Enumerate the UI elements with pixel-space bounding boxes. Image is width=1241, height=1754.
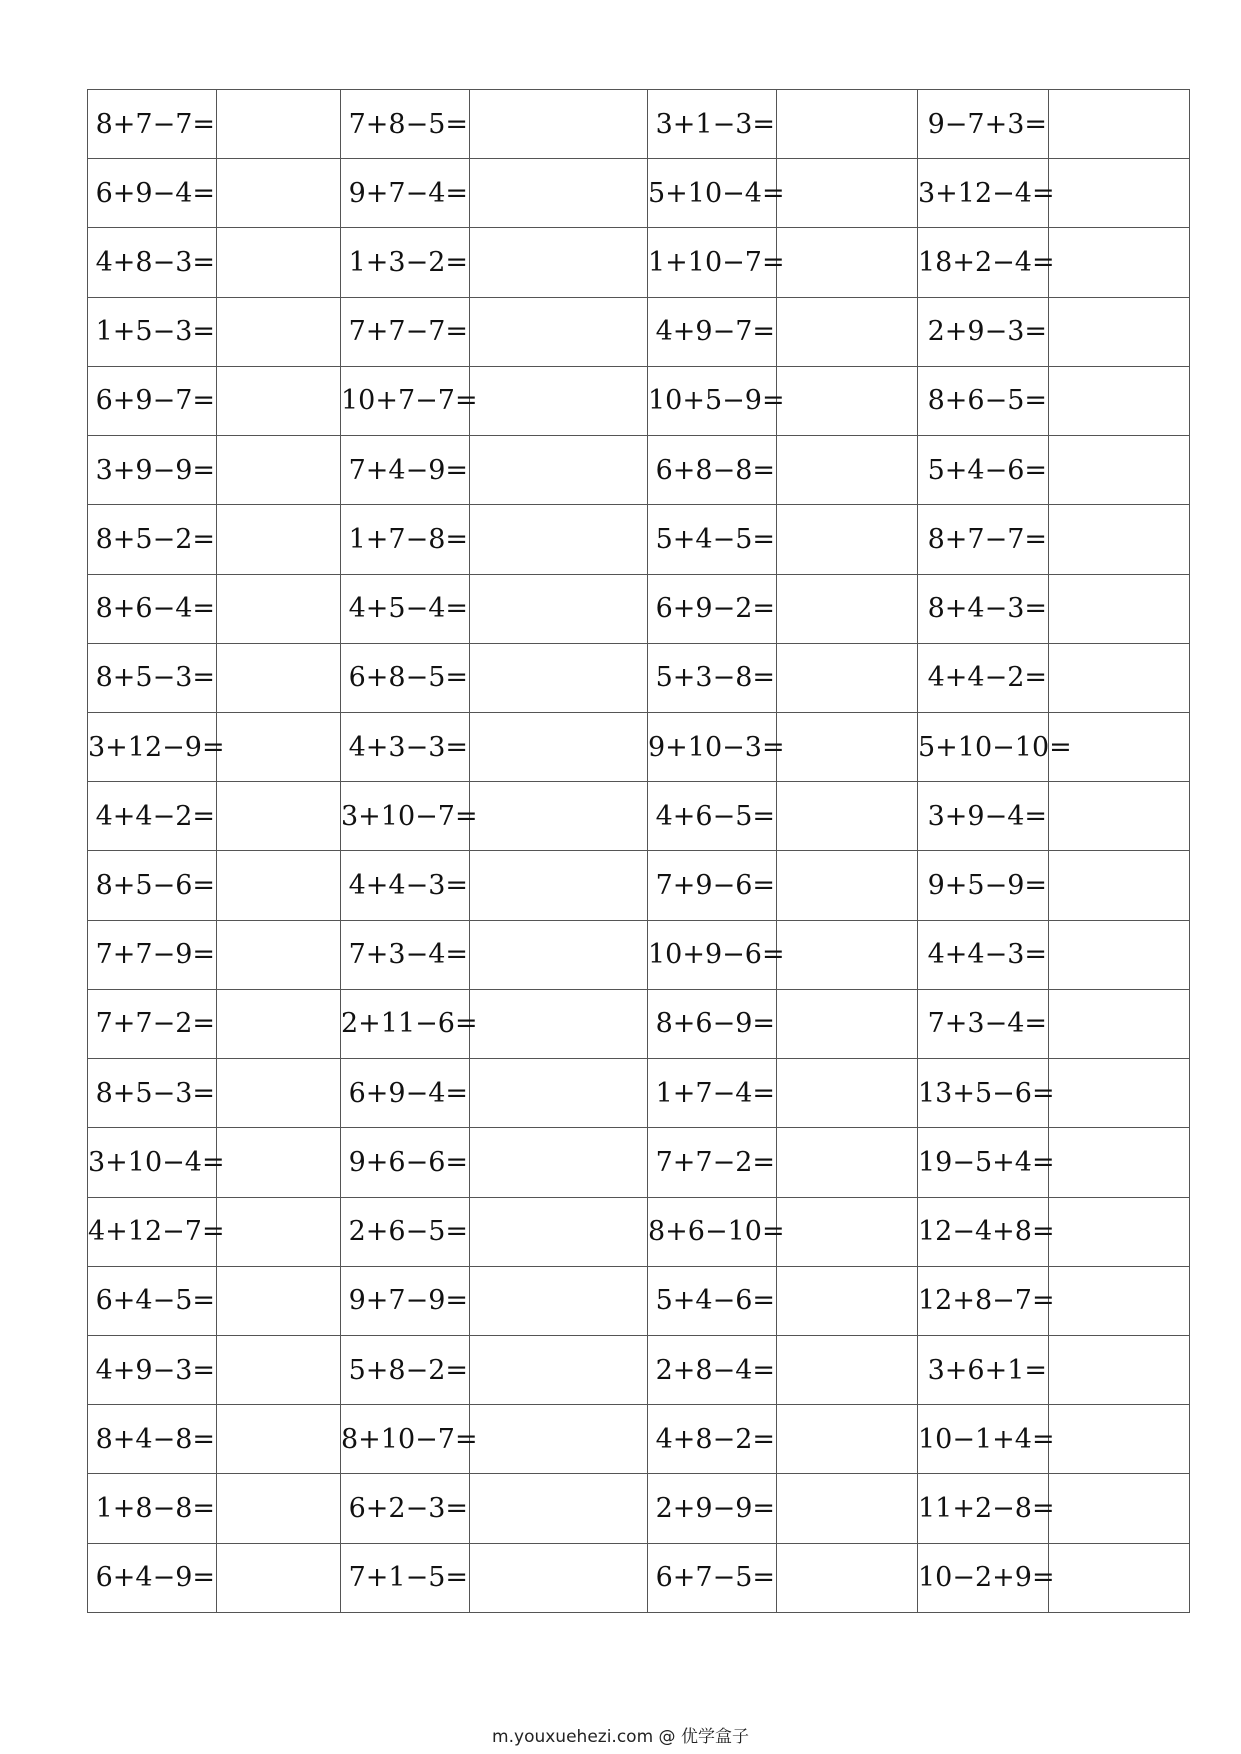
answer-cell[interactable] <box>470 366 648 435</box>
answer-cell[interactable] <box>777 1474 918 1543</box>
answer-cell[interactable] <box>1049 643 1190 712</box>
problem-cell: 1+7−4= <box>648 1059 777 1128</box>
problem-cell: 10−1+4= <box>918 1405 1049 1474</box>
answer-cell[interactable] <box>470 1059 648 1128</box>
problem-cell: 5+8−2= <box>341 1335 470 1404</box>
answer-cell[interactable] <box>1049 505 1190 574</box>
problem-cell: 4+4−2= <box>88 782 217 851</box>
table-row <box>88 574 1190 643</box>
problem-cell: 6+4−5= <box>88 1266 217 1335</box>
answer-cell[interactable] <box>217 1335 341 1404</box>
answer-cell[interactable] <box>470 574 648 643</box>
problem-cell: 5+3−8= <box>648 643 777 712</box>
answer-cell[interactable] <box>1049 1059 1190 1128</box>
answer-cell[interactable] <box>217 712 341 781</box>
problem-cell: 1+3−2= <box>341 228 470 297</box>
answer-cell[interactable] <box>777 90 918 159</box>
answer-cell[interactable] <box>777 1543 918 1612</box>
problem-cell: 3+12−9= <box>88 712 217 781</box>
problem-cell: 7+4−9= <box>341 436 470 505</box>
answer-cell[interactable] <box>217 851 341 920</box>
problem-cell: 4+12−7= <box>88 1197 217 1266</box>
answer-cell[interactable] <box>217 1405 341 1474</box>
problem-cell: 5+10−10= <box>918 712 1049 781</box>
table-row <box>88 1405 1190 1474</box>
problem-cell: 3+10−4= <box>88 1128 217 1197</box>
problem-cell: 4+8−3= <box>88 228 217 297</box>
answer-cell[interactable] <box>777 712 918 781</box>
answer-cell[interactable] <box>777 366 918 435</box>
problem-cell: 3+9−4= <box>918 782 1049 851</box>
answer-cell[interactable] <box>217 436 341 505</box>
problem-cell: 9+7−4= <box>341 159 470 228</box>
answer-cell[interactable] <box>777 1405 918 1474</box>
table-row <box>88 1128 1190 1197</box>
problem-cell: 4+6−5= <box>648 782 777 851</box>
answer-cell[interactable] <box>777 1128 918 1197</box>
problem-cell: 7+7−2= <box>88 989 217 1058</box>
answer-cell[interactable] <box>777 574 918 643</box>
answer-cell[interactable] <box>470 851 648 920</box>
answer-cell[interactable] <box>777 159 918 228</box>
problem-cell: 6+9−4= <box>341 1059 470 1128</box>
worksheet-body <box>88 90 1190 1613</box>
answer-cell[interactable] <box>217 574 341 643</box>
problem-cell: 4+5−4= <box>341 574 470 643</box>
table-row <box>88 851 1190 920</box>
problem-cell: 1+10−7= <box>648 228 777 297</box>
table-row <box>88 643 1190 712</box>
answer-cell[interactable] <box>470 1197 648 1266</box>
problem-cell: 4+9−3= <box>88 1335 217 1404</box>
problem-cell: 2+9−3= <box>918 297 1049 366</box>
problem-cell: 1+5−3= <box>88 297 217 366</box>
answer-cell[interactable] <box>470 1543 648 1612</box>
answer-cell[interactable] <box>1049 366 1190 435</box>
answer-cell[interactable] <box>777 436 918 505</box>
problem-cell: 2+11−6= <box>341 989 470 1058</box>
table-row <box>88 159 1190 228</box>
problem-cell: 8+6−5= <box>918 366 1049 435</box>
problem-cell: 9+6−6= <box>341 1128 470 1197</box>
answer-cell[interactable] <box>470 1128 648 1197</box>
answer-cell[interactable] <box>777 782 918 851</box>
problem-cell: 3+9−9= <box>88 436 217 505</box>
problem-cell: 11+2−8= <box>918 1474 1049 1543</box>
answer-cell[interactable] <box>1049 228 1190 297</box>
problem-cell: 7+7−2= <box>648 1128 777 1197</box>
problem-cell: 4+9−7= <box>648 297 777 366</box>
answer-cell[interactable] <box>217 1266 341 1335</box>
problem-cell: 7+7−9= <box>88 920 217 989</box>
table-row <box>88 920 1190 989</box>
answer-cell[interactable] <box>217 643 341 712</box>
table-row <box>88 1335 1190 1404</box>
answer-cell[interactable] <box>470 920 648 989</box>
answer-cell[interactable] <box>217 297 341 366</box>
problem-cell: 19−5+4= <box>918 1128 1049 1197</box>
answer-cell[interactable] <box>1049 851 1190 920</box>
answer-cell[interactable] <box>470 228 648 297</box>
problem-cell: 8+10−7= <box>341 1405 470 1474</box>
problem-cell: 2+6−5= <box>341 1197 470 1266</box>
problem-cell: 5+4−5= <box>648 505 777 574</box>
answer-cell[interactable] <box>1049 90 1190 159</box>
problem-cell: 5+4−6= <box>648 1266 777 1335</box>
problem-cell: 9+10−3= <box>648 712 777 781</box>
answer-cell[interactable] <box>217 1059 341 1128</box>
answer-cell[interactable] <box>217 1197 341 1266</box>
answer-cell[interactable] <box>777 1335 918 1404</box>
problem-cell: 6+9−2= <box>648 574 777 643</box>
answer-cell[interactable] <box>777 643 918 712</box>
answer-cell[interactable] <box>777 228 918 297</box>
answer-cell[interactable] <box>470 90 648 159</box>
problem-cell: 4+8−2= <box>648 1405 777 1474</box>
table-row <box>88 366 1190 435</box>
answer-cell[interactable] <box>1049 1128 1190 1197</box>
answer-cell[interactable] <box>1049 1335 1190 1404</box>
problem-cell: 2+8−4= <box>648 1335 777 1404</box>
answer-cell[interactable] <box>217 782 341 851</box>
answer-cell[interactable] <box>470 1405 648 1474</box>
table-row <box>88 989 1190 1058</box>
problem-cell: 9−7+3= <box>918 90 1049 159</box>
problem-cell: 12−4+8= <box>918 1197 1049 1266</box>
problem-cell: 8+5−2= <box>88 505 217 574</box>
answer-cell[interactable] <box>217 228 341 297</box>
problem-cell: 8+7−7= <box>918 505 1049 574</box>
problem-cell: 7+3−4= <box>341 920 470 989</box>
problem-cell: 2+9−9= <box>648 1474 777 1543</box>
problem-cell: 5+4−6= <box>918 436 1049 505</box>
problem-cell: 8+7−7= <box>88 90 217 159</box>
answer-cell[interactable] <box>470 782 648 851</box>
answer-cell[interactable] <box>470 989 648 1058</box>
problem-cell: 8+6−10= <box>648 1197 777 1266</box>
worksheet-table <box>87 89 1190 1613</box>
answer-cell[interactable] <box>777 1197 918 1266</box>
answer-cell[interactable] <box>1049 1197 1190 1266</box>
answer-cell[interactable] <box>217 989 341 1058</box>
problem-cell: 12+8−7= <box>918 1266 1049 1335</box>
problem-cell: 10−2+9= <box>918 1543 1049 1612</box>
problem-cell: 8+4−3= <box>918 574 1049 643</box>
answer-cell[interactable] <box>777 505 918 574</box>
answer-cell[interactable] <box>777 1266 918 1335</box>
problem-cell: 10+9−6= <box>648 920 777 989</box>
answer-cell[interactable] <box>1049 920 1190 989</box>
answer-cell[interactable] <box>470 1266 648 1335</box>
answer-cell[interactable] <box>217 366 341 435</box>
problem-cell: 3+12−4= <box>918 159 1049 228</box>
problem-cell: 8+5−6= <box>88 851 217 920</box>
problem-cell: 6+9−7= <box>88 366 217 435</box>
answer-cell[interactable] <box>1049 1474 1190 1543</box>
problem-cell: 1+7−8= <box>341 505 470 574</box>
answer-cell[interactable] <box>217 1543 341 1612</box>
problem-cell: 10+5−9= <box>648 366 777 435</box>
problem-cell: 8+5−3= <box>88 643 217 712</box>
problem-cell: 6+4−9= <box>88 1543 217 1612</box>
problem-cell: 3+1−3= <box>648 90 777 159</box>
table-row <box>88 1197 1190 1266</box>
table-row <box>88 712 1190 781</box>
problem-cell: 3+6+1= <box>918 1335 1049 1404</box>
table-row <box>88 90 1190 159</box>
answer-cell[interactable] <box>1049 297 1190 366</box>
answer-cell[interactable] <box>217 920 341 989</box>
answer-cell[interactable] <box>1049 1543 1190 1612</box>
table-row <box>88 1059 1190 1128</box>
table-row <box>88 1266 1190 1335</box>
table-row <box>88 1474 1190 1543</box>
table-row <box>88 505 1190 574</box>
problem-cell: 8+4−8= <box>88 1405 217 1474</box>
table-row <box>88 782 1190 851</box>
answer-cell[interactable] <box>217 1474 341 1543</box>
problem-cell: 6+7−5= <box>648 1543 777 1612</box>
problem-cell: 6+2−3= <box>341 1474 470 1543</box>
problem-cell: 4+4−3= <box>918 920 1049 989</box>
problem-cell: 4+4−3= <box>341 851 470 920</box>
answer-cell[interactable] <box>470 297 648 366</box>
problem-cell: 1+8−8= <box>88 1474 217 1543</box>
answer-cell[interactable] <box>1049 1266 1190 1335</box>
answer-cell[interactable] <box>470 643 648 712</box>
problem-cell: 7+9−6= <box>648 851 777 920</box>
problem-cell: 7+8−5= <box>341 90 470 159</box>
answer-cell[interactable] <box>217 90 341 159</box>
table-row <box>88 297 1190 366</box>
problem-cell: 7+7−7= <box>341 297 470 366</box>
problem-cell: 8+6−4= <box>88 574 217 643</box>
table-row <box>88 436 1190 505</box>
table-row <box>88 1543 1190 1612</box>
problem-cell: 9+5−9= <box>918 851 1049 920</box>
answer-cell[interactable] <box>470 159 648 228</box>
answer-cell[interactable] <box>470 1335 648 1404</box>
problem-cell: 9+7−9= <box>341 1266 470 1335</box>
problem-cell: 7+1−5= <box>341 1543 470 1612</box>
answer-cell[interactable] <box>777 920 918 989</box>
answer-cell[interactable] <box>470 1474 648 1543</box>
answer-cell[interactable] <box>777 1059 918 1128</box>
answer-cell[interactable] <box>470 436 648 505</box>
answer-cell[interactable] <box>217 159 341 228</box>
problem-cell: 10+7−7= <box>341 366 470 435</box>
problem-cell: 7+3−4= <box>918 989 1049 1058</box>
problem-cell: 6+8−8= <box>648 436 777 505</box>
problem-cell: 13+5−6= <box>918 1059 1049 1128</box>
problem-cell: 5+10−4= <box>648 159 777 228</box>
problem-cell: 8+5−3= <box>88 1059 217 1128</box>
answer-cell[interactable] <box>1049 436 1190 505</box>
problem-cell: 3+10−7= <box>341 782 470 851</box>
answer-cell[interactable] <box>1049 574 1190 643</box>
answer-cell[interactable] <box>470 712 648 781</box>
answer-cell[interactable] <box>777 851 918 920</box>
answer-cell[interactable] <box>1049 782 1190 851</box>
answer-cell[interactable] <box>1049 1405 1190 1474</box>
problem-cell: 18+2−4= <box>918 228 1049 297</box>
table-row <box>88 228 1190 297</box>
problem-cell: 4+4−2= <box>918 643 1049 712</box>
answer-cell[interactable] <box>470 505 648 574</box>
problem-cell: 6+9−4= <box>88 159 217 228</box>
problem-cell: 8+6−9= <box>648 989 777 1058</box>
answer-cell[interactable] <box>777 989 918 1058</box>
answer-cell[interactable] <box>1049 989 1190 1058</box>
answer-cell[interactable] <box>777 297 918 366</box>
answer-cell[interactable] <box>217 1128 341 1197</box>
answer-cell[interactable] <box>217 505 341 574</box>
problem-cell: 6+8−5= <box>341 643 470 712</box>
answer-cell[interactable] <box>1049 159 1190 228</box>
footer-text: m.youxuehezi.com @ 优学盒子 <box>492 1727 749 1747</box>
problem-cell: 4+3−3= <box>341 712 470 781</box>
